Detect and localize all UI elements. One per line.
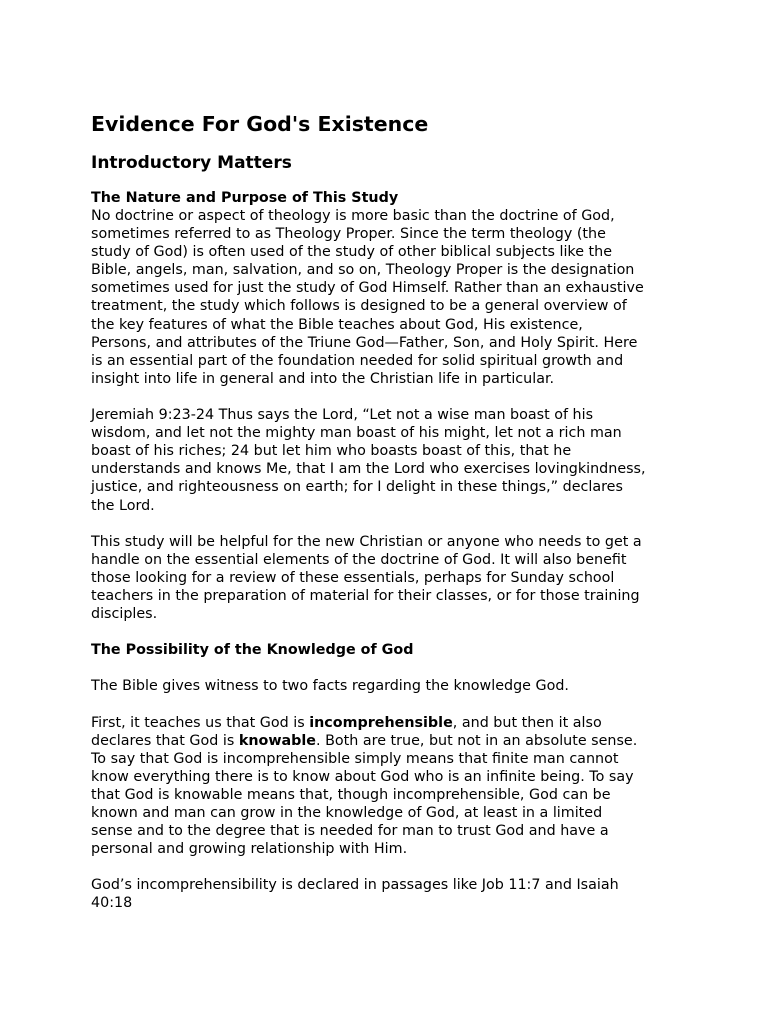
paragraph-study-audience <box>91 533 691 623</box>
text-line: that God is knowable means that, though incomprehensible, God can be <box>91 786 611 803</box>
text-line: sometimes referred to as Theology Proper. Since the term theology (the <box>91 226 606 243</box>
text-line: 40:18 <box>91 895 133 912</box>
text-run: , and but then it also <box>452 714 602 731</box>
paragraph-two-facts: The Bible gives witness to two facts regarding the knowledge God. <box>91 678 569 695</box>
text-line: know everything there is to know about God who is an infinite being. To say <box>91 768 634 785</box>
text-run: declares that God is <box>91 732 239 749</box>
text-line: teachers in the preparation of material for their classes, or for those training <box>91 587 640 604</box>
text-line: study of God) is often used of the study of other biblical subjects like the <box>91 244 612 261</box>
text-line: personal and growing relationship with Him. <box>91 841 408 858</box>
paragraph-incomprehensibility-passages <box>91 876 691 912</box>
text-line: sometimes used for just the study of God Himself. Rather than an exhaustive <box>91 280 644 297</box>
text-line: Persons, and attributes of the Triune God—Father, Son, and Holy Spirit. Here <box>91 334 638 351</box>
paragraph-jeremiah-quote <box>91 406 691 515</box>
text-line: known and man can grow in the knowledge of God, at least in a limited <box>91 805 603 821</box>
text-line: Jeremiah 9:23-24 Thus says the Lord, “Let not a wise man boast of his <box>91 407 594 424</box>
text-line: justice, and righteousness on earth; for I delight in these things,” declares <box>91 479 623 496</box>
section-title: Introductory Matters <box>91 153 292 173</box>
paragraph-doctrine-intro <box>91 207 691 388</box>
subsection-heading-nature-purpose: The Nature and Purpose of This Study <box>91 190 399 206</box>
text-line: No doctrine or aspect of theology is more basic than the doctrine of God, <box>91 208 615 224</box>
text-line: understands and knows Me, that I am the Lord who exercises lovingkindness, <box>91 461 646 478</box>
text-line: wisdom, and let not the mighty man boast of his might, let not a rich man <box>91 425 622 442</box>
paragraph-incomprehensible-knowable <box>91 714 691 859</box>
text-line: those looking for a review of these essentials, perhaps for Sunday school <box>91 569 615 586</box>
subsection-heading-knowledge-of-god: The Possibility of the Knowledge of God <box>91 642 414 659</box>
text-line: treatment, the study which follows is designed to be a general overview of <box>91 298 627 315</box>
document-title: Evidence For God's Existence <box>91 112 429 136</box>
text-line <box>91 732 691 750</box>
emphasis-incomprehensible: incomprehensible <box>309 714 453 731</box>
text-run: . Both are true, but not in an absolute sense. <box>316 732 638 749</box>
text-line: Bible, angels, man, salvation, and so on, Theology Proper is the designation <box>91 262 635 279</box>
text-line: To say that God is incomprehensible simply means that finite man cannot <box>91 750 619 767</box>
text-line: handle on the essential elements of the doctrine of God. It will also benefit <box>91 551 627 568</box>
text-line: insight into life in general and into the Christian life in particular. <box>91 370 555 387</box>
text-run: First, it teaches us that God is <box>91 714 310 731</box>
text-line: This study will be helpful for the new Christian or anyone who needs to get a <box>91 533 642 550</box>
text-line: the key features of what the Bible teaches about God, His existence, <box>91 316 583 333</box>
document-page <box>91 110 691 913</box>
text-line: disciples. <box>91 606 158 623</box>
text-line: sense and to the degree that is needed for man to trust God and have a <box>91 823 609 840</box>
text-line: God’s incomprehensibility is declared in passages like Job 11:7 and Isaiah <box>91 877 619 894</box>
text-line: the Lord. <box>91 497 155 514</box>
text-line <box>91 714 691 732</box>
emphasis-knowable: knowable <box>238 732 317 749</box>
text-line: boast of his riches; 24 but let him who boasts boast of this, that he <box>91 443 572 460</box>
text-line: is an essential part of the foundation needed for solid spiritual growth and <box>91 352 624 369</box>
